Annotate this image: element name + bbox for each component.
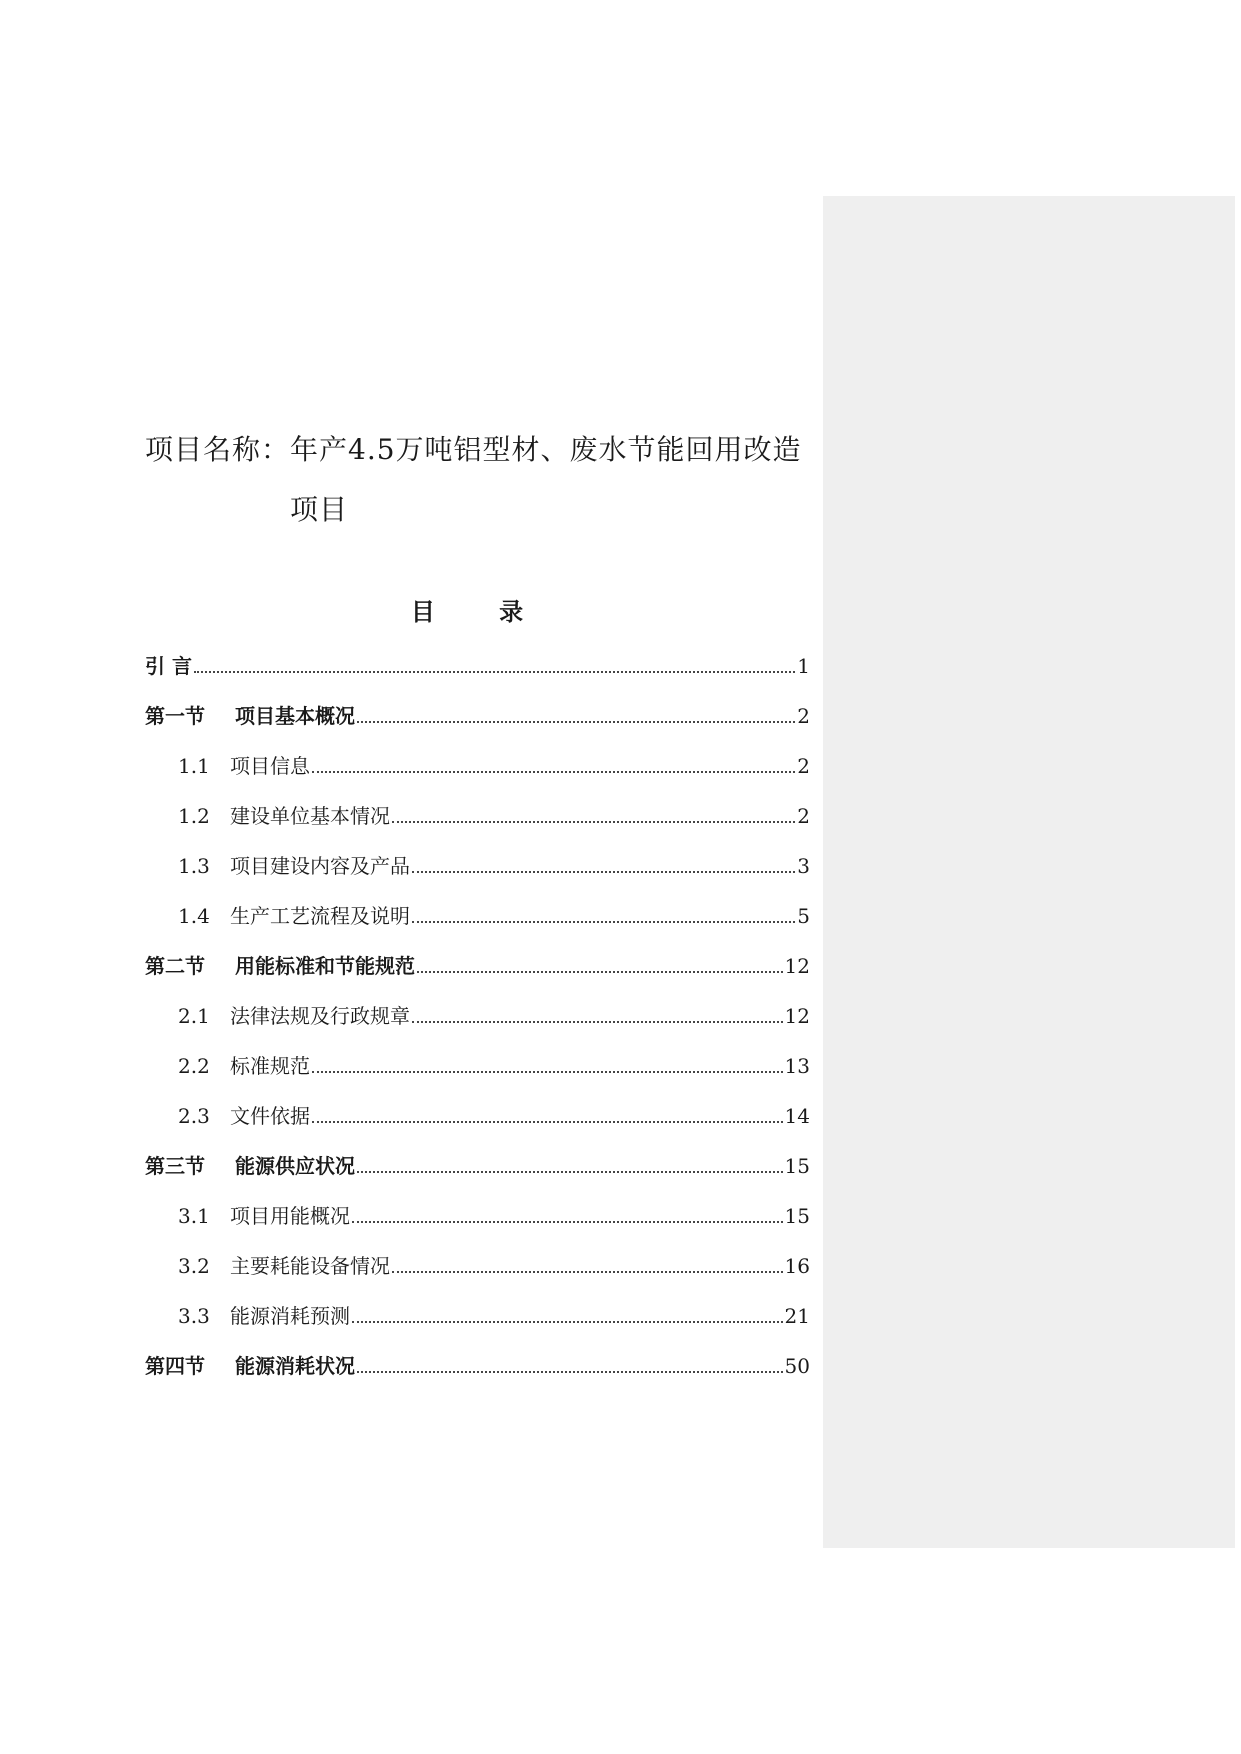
toc-entry-number: 1.2 [178, 804, 210, 828]
toc-entry-label: 能源消耗预测 [230, 1304, 350, 1328]
toc-entry-number: 3.2 [178, 1254, 210, 1278]
toc-entry-label: 项目用能概况 [230, 1204, 350, 1228]
toc-dot-leader [357, 1371, 783, 1373]
toc-entry-number: 第一节 [145, 704, 205, 728]
toc-dot-leader [194, 671, 795, 673]
toc-entry[interactable] [145, 1000, 810, 1050]
toc-page-number: 2 [797, 804, 810, 828]
toc-entry[interactable] [145, 900, 810, 950]
toc-entry[interactable] [145, 1350, 810, 1400]
toc-entry-label: 生产工艺流程及说明 [230, 904, 410, 928]
toc-page-number: 12 [784, 1004, 810, 1028]
toc-page-number: 3 [797, 854, 810, 878]
toc-entry[interactable] [145, 650, 810, 700]
toc-entry[interactable] [145, 750, 810, 800]
toc-entry-number: 1.4 [178, 904, 210, 928]
toc-entry-label: 主要耗能设备情况 [230, 1254, 390, 1278]
toc-entry-label: 项目建设内容及产品 [230, 854, 410, 878]
toc-entry-label: 建设单位基本情况 [230, 804, 390, 828]
toc-entry-label: 法律法规及行政规章 [230, 1004, 410, 1028]
toc-entry[interactable] [145, 1250, 810, 1300]
toc-dot-leader [312, 1071, 783, 1073]
toc-entry-number: 第四节 [145, 1354, 205, 1378]
toc-entry-number: 2.1 [178, 1004, 210, 1028]
toc-entry-label: 项目信息 [230, 754, 310, 778]
toc-page-number: 14 [784, 1104, 810, 1128]
toc-page-number: 16 [784, 1254, 810, 1278]
toc-heading: 目 录 [410, 597, 552, 626]
toc-entry-number: 2.2 [178, 1054, 210, 1078]
toc-entry[interactable] [145, 1050, 810, 1100]
toc-entry-number: 3.1 [178, 1204, 210, 1228]
toc-dot-leader [357, 1171, 783, 1173]
toc-dot-leader [412, 921, 795, 923]
toc-entry-label: 项目基本概况 [235, 704, 355, 728]
toc-dot-leader [412, 1021, 783, 1023]
toc-dot-leader [412, 871, 795, 873]
toc-dot-leader [352, 1221, 783, 1223]
toc-entry-number: 1.3 [178, 854, 210, 878]
toc-page-number: 15 [784, 1204, 810, 1228]
toc-entry-label: 标准规范 [230, 1054, 310, 1078]
toc-dot-leader [312, 771, 795, 773]
toc-entry-label: 用能标准和节能规范 [235, 954, 415, 978]
project-name-line1: 年产4.5万吨铝型材、废水节能回用改造 [290, 433, 802, 466]
toc-page-number: 2 [797, 704, 810, 728]
toc-dot-leader [392, 1271, 783, 1273]
toc-entry[interactable] [145, 850, 810, 900]
toc-dot-leader [352, 1321, 783, 1323]
toc-entry-number: 1.1 [178, 754, 210, 778]
toc-dot-leader [417, 971, 783, 973]
toc-page-number: 21 [784, 1304, 810, 1328]
toc-entry[interactable] [145, 1150, 810, 1200]
toc-entry-number: 第三节 [145, 1154, 205, 1178]
toc-page-number: 50 [784, 1354, 810, 1378]
toc-page-number: 1 [797, 654, 810, 678]
project-name-line2: 项目 [290, 493, 349, 526]
toc-page-number: 5 [797, 904, 810, 928]
toc-entry[interactable] [145, 950, 810, 1000]
toc-entry[interactable] [145, 1200, 810, 1250]
toc-entry[interactable] [145, 700, 810, 750]
comment-pane [823, 196, 1235, 1548]
toc-entry-label: 文件依据 [230, 1104, 310, 1128]
toc-dot-leader [392, 821, 795, 823]
toc-page-number: 2 [797, 754, 810, 778]
toc-entry-number: 引 言 [145, 654, 192, 678]
toc-entry-label: 能源消耗状况 [235, 1354, 355, 1378]
toc-page-number: 15 [784, 1154, 810, 1178]
toc-entry-number: 第二节 [145, 954, 205, 978]
project-label: 项目名称： [145, 433, 291, 466]
toc-entry[interactable] [145, 1100, 810, 1150]
toc-entry[interactable] [145, 1300, 810, 1350]
table-of-contents [145, 650, 810, 1400]
toc-dot-leader [312, 1121, 783, 1123]
toc-entry[interactable] [145, 800, 810, 850]
toc-entry-number: 2.3 [178, 1104, 210, 1128]
toc-page-number: 12 [784, 954, 810, 978]
project-title [145, 420, 805, 480]
toc-entry-number: 3.3 [178, 1304, 210, 1328]
toc-page-number: 13 [784, 1054, 810, 1078]
toc-entry-label: 能源供应状况 [235, 1154, 355, 1178]
toc-dot-leader [357, 721, 795, 723]
